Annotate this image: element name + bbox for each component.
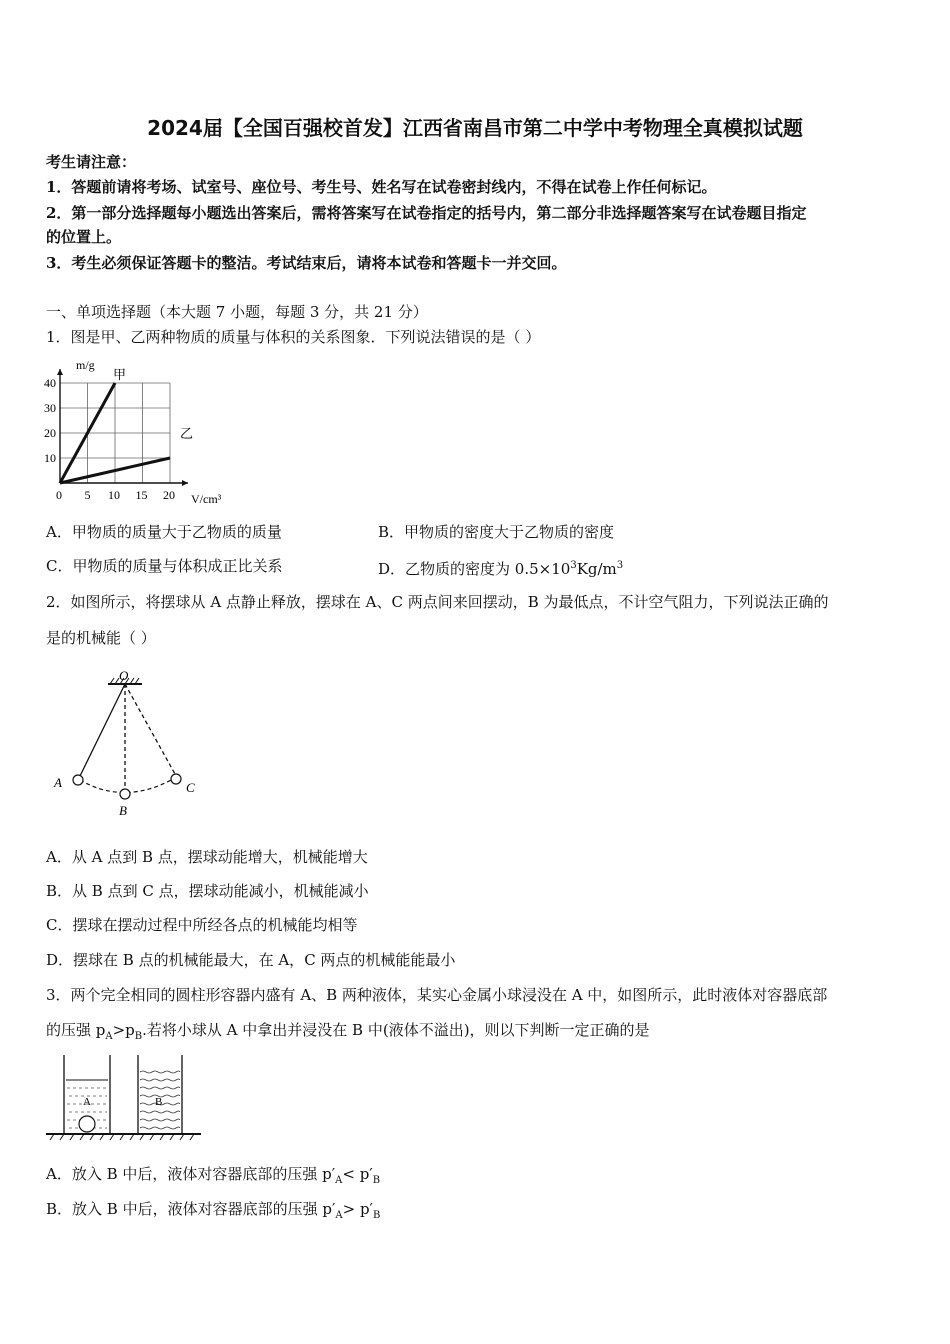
q1-option-c: C．甲物质的质量与体积成正比关系 bbox=[46, 557, 283, 575]
q3-option-a-sub2: B bbox=[372, 1175, 381, 1186]
q3-option-a-op: < p′ bbox=[342, 1165, 373, 1183]
q3-stem-part: >p bbox=[112, 1021, 135, 1039]
notice-heading: 考生请注意： bbox=[46, 153, 137, 171]
q1-option-d-sup: 3 bbox=[570, 560, 577, 571]
q2-option-b: B．从 B 点到 C 点，摆球动能减小，机械能减小 bbox=[46, 882, 369, 900]
q3-stem-part: .若将小球从 A 中拿出并浸没在 B 中(液体不溢出)，则以下判断一定正确的是 bbox=[142, 1021, 650, 1039]
notice-item: 的位置上。 bbox=[46, 228, 122, 246]
notice-item: 2．第一部分选择题每小题选出答案后，需将答案写在试卷指定的括号内，第二部分非选择题答案写在试卷题目指定 bbox=[46, 204, 807, 222]
q3-option-b-op: > p′ bbox=[342, 1200, 373, 1218]
label-c: C bbox=[186, 780, 195, 795]
q3-option-b-sub2: B bbox=[372, 1210, 381, 1221]
label-b: B bbox=[119, 803, 127, 818]
x-tick-label: 20 bbox=[163, 488, 175, 502]
y-tick-label: 10 bbox=[44, 451, 56, 465]
label-o: O bbox=[119, 668, 129, 683]
section-heading: 一、单项选择题（本大题 7 小题，每题 3 分，共 21 分） bbox=[46, 303, 428, 321]
q3-stem-cont bbox=[46, 1020, 650, 1047]
q3-option-a-text: A．放入 B 中后，液体对容器底部的压强 p′ bbox=[46, 1165, 336, 1183]
q3-option-b-sub: A bbox=[335, 1210, 343, 1221]
q1-option-d-text: D．乙物质的密度为 0.5×10 bbox=[378, 560, 571, 578]
series-label-乙: 乙 bbox=[180, 426, 194, 441]
notice-item: 3．考生必须保证答题卡的整洁。考试结束后，请将本试卷和答题卡一并交回。 bbox=[46, 254, 567, 272]
label-liquid-a: A bbox=[83, 1096, 91, 1108]
chart-grid bbox=[60, 383, 170, 483]
q2-option-c: C．摆球在摆动过程中所经各点的机械能均相等 bbox=[46, 916, 358, 934]
series-label-甲: 甲 bbox=[113, 367, 127, 382]
y-axis-arrow bbox=[57, 369, 63, 375]
q2-option-d: D．摆球在 B 点的机械能最大，在 A，C 两点的机械能能最小 bbox=[46, 951, 456, 969]
q3-option-a bbox=[46, 1164, 380, 1191]
ball-b bbox=[120, 789, 130, 799]
q3-sub-a: A bbox=[105, 1031, 113, 1042]
x-tick-label: 0 bbox=[56, 488, 62, 502]
y-tick-label: 20 bbox=[44, 426, 56, 440]
q1-option-d-sup2: 3 bbox=[616, 560, 624, 571]
chart-series bbox=[60, 367, 193, 483]
chart-xlabel: V/cm³ bbox=[191, 492, 222, 506]
q2-stem-cont: 是的机械能（ ） bbox=[46, 629, 156, 647]
q2-option-a: A．从 A 点到 B 点，摆球动能增大，机械能增大 bbox=[46, 848, 368, 866]
ball-c bbox=[171, 774, 181, 784]
container-a bbox=[64, 1055, 110, 1134]
q3-option-b bbox=[46, 1199, 380, 1226]
q1-option-d-unit: Kg/m bbox=[576, 560, 617, 578]
q3-stem-part: 的压强 p bbox=[46, 1021, 106, 1039]
pendulum-diagram bbox=[48, 668, 208, 823]
mass-volume-chart bbox=[40, 356, 240, 511]
x-tick-label: 15 bbox=[135, 488, 148, 502]
q3-stem: 3．两个完全相同的圆柱形容器内盛有 A、B 两种液体，某实心金属小球浸没在 A 中，如图所示，此时液体对容器底部 bbox=[46, 986, 828, 1004]
metal-ball bbox=[79, 1116, 95, 1132]
label-a: A bbox=[54, 775, 62, 790]
ball-a bbox=[73, 775, 83, 785]
x-tick-label: 5 bbox=[84, 488, 91, 502]
containers-diagram bbox=[46, 1050, 206, 1145]
label-liquid-b: B bbox=[155, 1096, 163, 1108]
q3-option-b-text: B．放入 B 中后，液体对容器底部的压强 p′ bbox=[46, 1200, 336, 1218]
page-title: 2024届【全国百强校首发】江西省南昌市第二中学中考物理全真模拟试题 bbox=[147, 116, 803, 140]
container-b bbox=[138, 1055, 182, 1134]
x-axis-arrow bbox=[182, 480, 188, 486]
q1-option-d bbox=[378, 556, 623, 579]
q1-option-b: B．甲物质的密度大于乙物质的密度 bbox=[378, 523, 615, 541]
chart-ylabel: m/g bbox=[76, 358, 95, 372]
q1-option-a: A．甲物质的质量大于乙物质的质量 bbox=[46, 523, 282, 541]
x-tick-label: 10 bbox=[108, 488, 120, 502]
y-tick-label: 30 bbox=[44, 401, 56, 415]
q2-stem: 2．如图所示，将摆球从 A 点静止释放，摆球在 A、C 两点间来回摆动，B 为最低点，不计空气阻力，下列说法正确的 bbox=[46, 593, 829, 611]
q1-stem: 1．图是甲、乙两种物质的质量与体积的关系图象．下列说法错误的是（ ） bbox=[46, 328, 541, 346]
y-tick-label: 40 bbox=[44, 376, 56, 390]
q3-sub-b: B bbox=[134, 1031, 143, 1042]
q3-option-a-sub: A bbox=[335, 1175, 343, 1186]
notice-item: 1．答题前请将考场、试室号、座位号、考生号、姓名写在试卷密封线内，不得在试卷上作任何标记。 bbox=[46, 178, 717, 196]
